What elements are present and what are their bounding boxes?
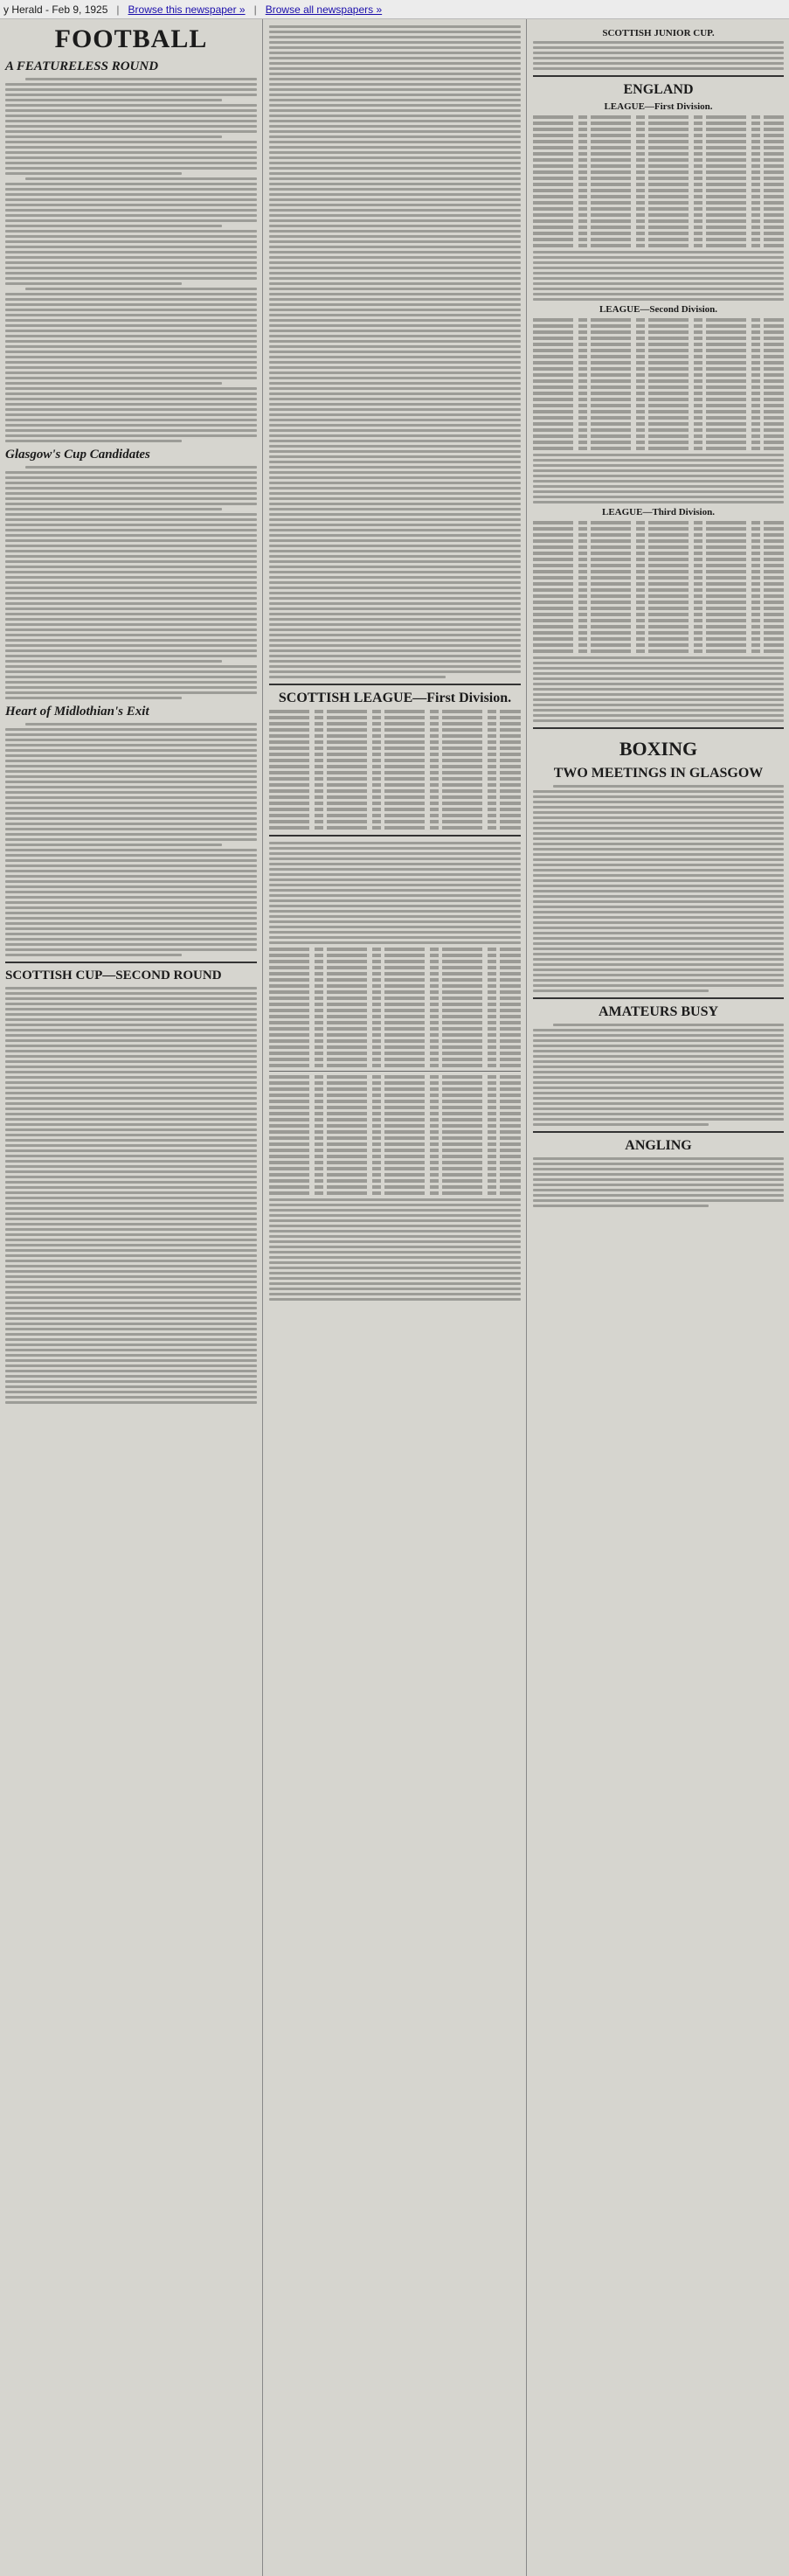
- other-results: [269, 1198, 521, 1301]
- results-list: [533, 656, 784, 722]
- featureless-round-heading: A FEATURELESS ROUND: [5, 59, 159, 73]
- league-third-heading: LEAGUE—Third Division.: [602, 507, 715, 517]
- browse-all-link[interactable]: Browse all newspapers »: [265, 3, 383, 16]
- league-first-heading: LEAGUE—First Division.: [604, 101, 713, 112]
- article-body: [5, 466, 257, 699]
- league-table: [269, 710, 521, 830]
- england-heading: ENGLAND: [623, 82, 694, 97]
- newspaper-title: y Herald - Feb 9, 1925: [3, 3, 108, 16]
- league-table: [269, 1075, 521, 1195]
- article-body: [5, 723, 257, 956]
- match-reports: [269, 25, 521, 678]
- boxing-heading: BOXING: [619, 738, 698, 760]
- newspaper-page: [0, 19, 789, 2576]
- angling-heading: ANGLING: [625, 1138, 692, 1153]
- boxing-subheading: TWO MEETINGS IN GLASGOW: [553, 766, 764, 781]
- hearts-exit-heading: Heart of Midlothian's Exit: [5, 705, 149, 719]
- league-table: [533, 521, 784, 653]
- boxing-article: [533, 785, 784, 992]
- scottish-cup-heading: SCOTTISH CUP—SECOND ROUND: [5, 969, 222, 982]
- separator: |: [116, 3, 120, 16]
- column-football: [0, 19, 263, 2576]
- amateurs-heading: AMATEURS BUSY: [598, 1004, 719, 1019]
- glasgow-cup-heading: Glasgow's Cup Candidates: [5, 448, 150, 462]
- browse-newspaper-link[interactable]: Browse this newspaper »: [128, 3, 246, 16]
- amateurs-article: [533, 1024, 784, 1126]
- league-table: [269, 948, 521, 1067]
- league-table: [533, 318, 784, 450]
- results-list: [533, 251, 784, 301]
- article-body: [5, 78, 257, 442]
- league-second-heading: LEAGUE—Second Division.: [599, 304, 718, 315]
- results-body: [5, 987, 257, 1404]
- football-title: FOOTBALL: [54, 24, 208, 53]
- column-results: [264, 19, 527, 2576]
- results-list: [533, 454, 784, 503]
- junior-results: [533, 41, 784, 70]
- browser-topbar: [0, 0, 789, 19]
- match-reports: [269, 842, 521, 944]
- junior-cup-heading: SCOTTISH JUNIOR CUP.: [602, 28, 715, 38]
- league-table: [533, 115, 784, 247]
- angling-article: [533, 1157, 784, 1207]
- scottish-league-heading: SCOTTISH LEAGUE—First Division.: [278, 691, 512, 705]
- separator: |: [253, 3, 257, 16]
- column-english-boxing: [528, 19, 789, 2576]
